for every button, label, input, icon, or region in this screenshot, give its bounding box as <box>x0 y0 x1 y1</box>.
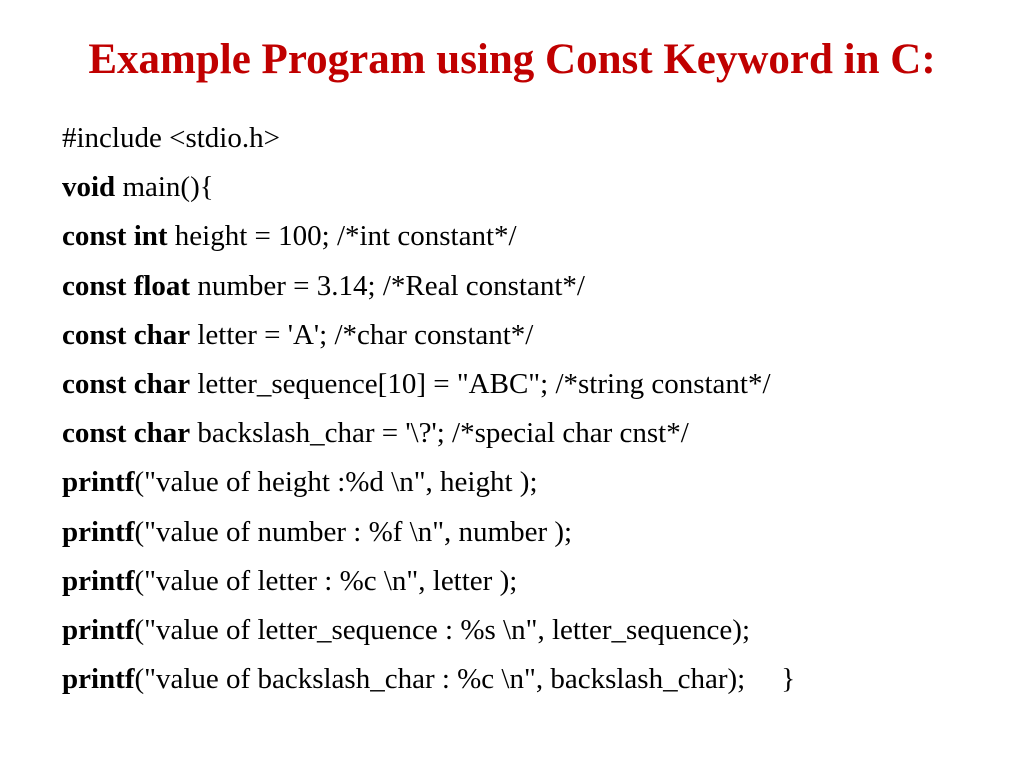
code-text: letter = 'A'; /*char constant*/ <box>190 318 534 351</box>
code-line-letter <box>62 311 1002 360</box>
code-keyword: void <box>62 171 116 204</box>
code-line-include <box>62 114 1002 163</box>
code-keyword: printf <box>62 613 135 646</box>
code-keyword: const int <box>62 220 168 253</box>
code-keyword: const char <box>62 367 191 400</box>
code-text: number = 3.14; /*Real constant*/ <box>190 269 585 302</box>
code-text: ("value of backslash_char : %c \n", backslash_char); <box>134 663 746 696</box>
code-line-printf-number <box>62 508 1002 557</box>
code-line-number <box>62 262 1002 311</box>
code-line-main <box>62 163 1002 212</box>
code-text: ("value of letter : %c \n", letter ); <box>134 564 518 597</box>
code-line-printf-letter <box>62 557 1002 606</box>
code-text: ("value of letter_sequence : %s \n", letter_sequence); <box>134 613 750 646</box>
code-line-height <box>62 212 1002 261</box>
code-keyword: const float <box>62 269 191 302</box>
code-line-backslash-char <box>62 409 1002 458</box>
code-line-printf-height <box>62 458 1002 507</box>
code-keyword: printf <box>62 564 135 597</box>
code-text: height = 100; /*int constant*/ <box>167 220 517 253</box>
code-line-printf-backslash-char <box>62 655 1002 704</box>
code-text: ("value of height :%d \n", height ); <box>134 466 538 499</box>
code-text: main(){ <box>115 171 214 204</box>
code-text: letter_sequence[10] = "ABC"; /*string constant*/ <box>190 367 771 400</box>
code-keyword: printf <box>62 663 135 696</box>
code-line-printf-letter-sequence <box>62 606 1002 655</box>
code-text: backslash_char = '\?'; /*special char cnst*/ <box>190 417 689 450</box>
code-line-letter-sequence <box>62 360 1002 409</box>
code-block <box>62 114 1002 704</box>
code-keyword: printf <box>62 515 135 548</box>
code-keyword: printf <box>62 466 135 499</box>
code-keyword: const char <box>62 417 191 450</box>
code-text: #include <stdio.h> <box>62 122 280 154</box>
code-keyword: const char <box>62 318 191 351</box>
slide-title: Example Program using Const Keyword in C: <box>88 36 936 83</box>
code-text: ("value of number : %f \n", number ); <box>134 515 573 548</box>
closing-brace: } <box>781 663 796 696</box>
